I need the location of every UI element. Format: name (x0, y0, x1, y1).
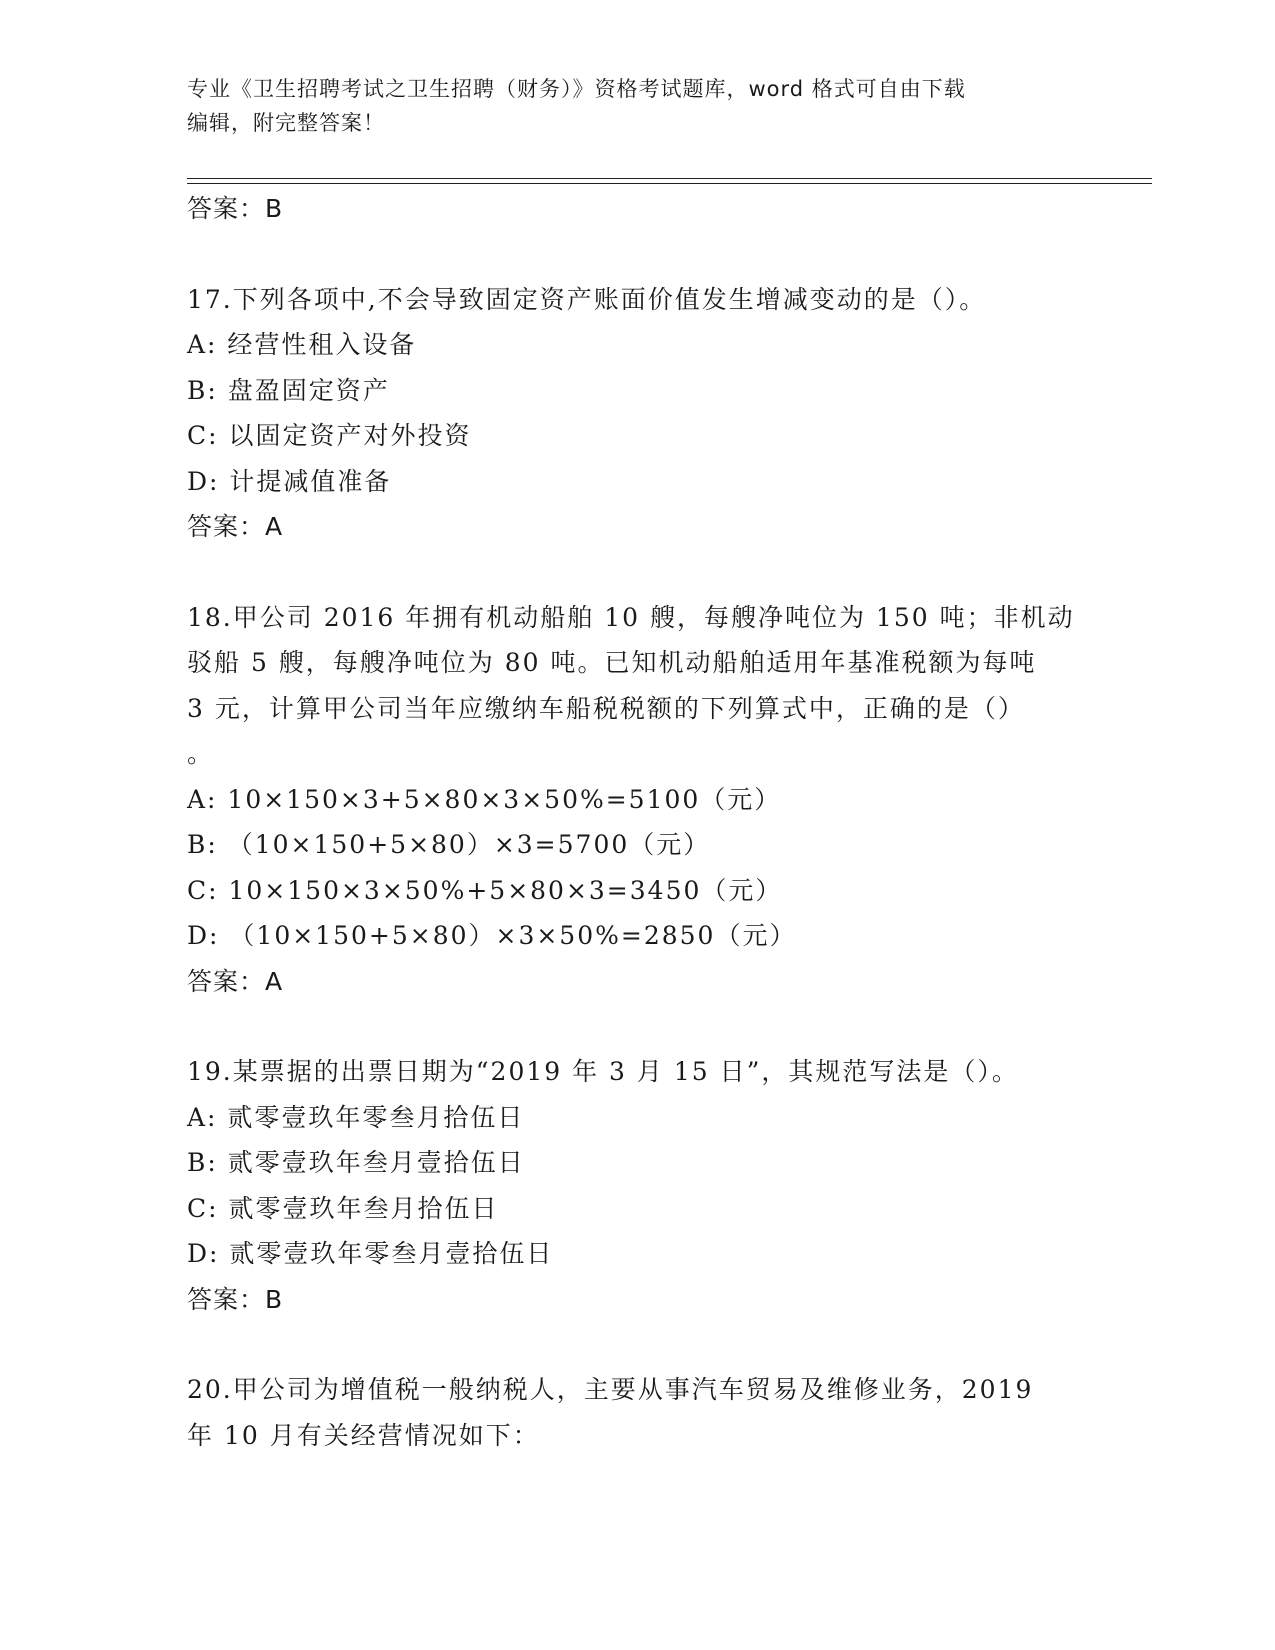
option-a: A: 经营性租入设备 (187, 330, 417, 359)
option-b: B: （10×150+5×80）×3=5700（元） (187, 830, 711, 859)
question-stem-line: 。 (187, 739, 215, 768)
question-20 (187, 1367, 1087, 1458)
option-a: A: 10×150×3+5×80×3×50%=5100（元） (187, 784, 782, 814)
header-rule-top (187, 178, 1152, 179)
answer: 答案：A (187, 512, 284, 541)
answer: 答案：B (187, 1284, 284, 1314)
answer: 答案：A (187, 966, 284, 996)
question-stem-line: 年 10 月有关经营情况如下： (187, 1420, 540, 1450)
question-stem: 19.某票据的出票日期为“2019 年 3 月 15 日”，其规范写法是（）。 (187, 1057, 1019, 1086)
option-b: B: 贰零壹玖年叁月壹拾伍日 (187, 1148, 525, 1177)
option-d: D: 计提减值准备 (187, 466, 392, 496)
question-18 (187, 595, 1087, 1005)
option-d: D: （10×150+5×80）×3×50%=2850（元） (187, 921, 797, 950)
document-header (187, 72, 1087, 140)
question-stem-line: 20.甲公司为增值税一般纳税人，主要从事汽车贸易及维修业务，2019 (187, 1375, 1034, 1404)
option-c: C: 以固定资产对外投资 (187, 421, 472, 450)
document-body (187, 186, 1087, 1458)
option-c: C: 10×150×3×50%+5×80×3=3450（元） (187, 875, 783, 905)
question-19 (187, 1049, 1087, 1322)
header-rule-bottom (187, 183, 1152, 184)
option-d: D: 贰零壹玖年零叁月壹拾伍日 (187, 1239, 554, 1268)
option-c: C: 贰零壹玖年叁月拾伍日 (187, 1193, 499, 1223)
question-17 (187, 277, 1087, 550)
answer-16: 答案：B (187, 194, 284, 223)
header-line-1: 专业《卫生招聘考试之卫生招聘（财务）》资格考试题库，word 格式可自由下载 (187, 77, 966, 101)
question-stem-line: 3 元，计算甲公司当年应缴纳车船税税额的下列算式中，正确的是（） (187, 693, 1025, 723)
question-stem-line: 18.甲公司 2016 年拥有机动船舶 10 艘，每艘净吨位为 150 吨；非机动 (187, 602, 1075, 632)
option-b: B: 盘盈固定资产 (187, 375, 390, 405)
question-stem: 17.下列各项中,不会导致固定资产账面价值发生增减变动的是（）。 (187, 284, 987, 314)
option-a: A: 贰零壹玖年零叁月拾伍日 (187, 1102, 525, 1132)
header-line-2: 编辑，附完整答案！ (187, 111, 385, 135)
question-stem-line: 驳船 5 艘，每艘净吨位为 80 吨。已知机动船舶适用年基准税额为每吨 (187, 648, 1037, 677)
